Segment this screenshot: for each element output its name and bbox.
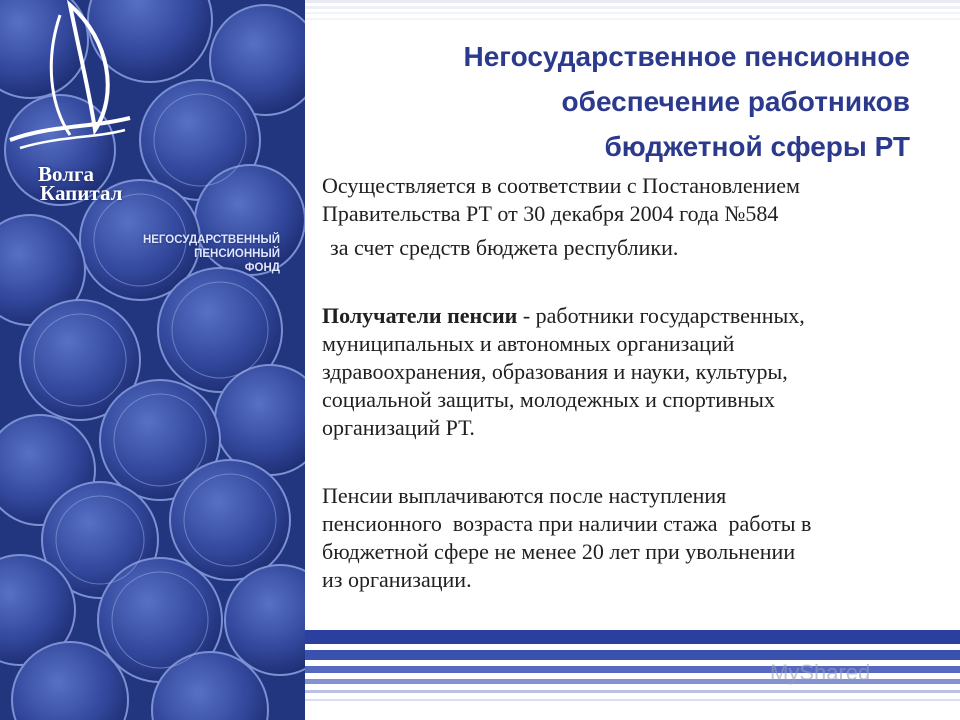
p2-line3: здравоохранения, образования и науки, культуры, [322,359,788,384]
top-stripes [305,0,960,28]
p3-line1: Пенсии выплачиваются после наступления [322,483,727,508]
paragraph-recipients [322,302,942,442]
title-line1: Негосударственное пенсионное [463,41,910,72]
brand-name-line2: Капитал [40,181,123,205]
slide-body [322,172,942,594]
p2-line4: социальной защиты, молодежных и спортивных [322,387,775,412]
recipients-label: Получатели пенсии [322,303,518,328]
p2-line1-rest: - работники государственных, [517,303,805,328]
title-line2: обеспечение работников [561,86,910,117]
fund-label [120,233,280,275]
fund-label-line1: НЕГОСУДАРСТВЕННЫЙ [142,234,280,246]
sail-logo-icon [0,0,140,150]
fund-label-line2: ПЕНСИОННЫЙ [194,248,280,260]
watermark: MyShared [770,660,871,685]
p1-line2: Правительства РТ от 30 декабря 2004 года №584 [322,201,779,226]
p3-line4: из организации. [322,567,472,592]
fund-label-line3: ФОНД [244,262,280,274]
p3-line3: бюджетной сфере не менее 20 лет при увольнении [322,539,796,564]
slide-title [350,34,910,169]
p3-line2: пенсионного возраста при наличии стажа работы в [322,511,812,536]
p2-line5: организаций РТ. [322,415,475,440]
title-line3: бюджетной сферы РТ [604,131,910,162]
paragraph-payment-conditions [322,482,942,594]
p1-line3: за счет средств бюджета республики. [330,235,679,260]
brand-name-line1: Волга [38,162,95,186]
p1-line1: Осуществляется в соответствии с Постановлением [322,173,800,198]
brand-name [38,162,123,205]
p2-line2: муниципальных и автономных организаций [322,331,735,356]
coin-background-panel [0,0,305,720]
paragraph-legal-basis [322,172,942,262]
